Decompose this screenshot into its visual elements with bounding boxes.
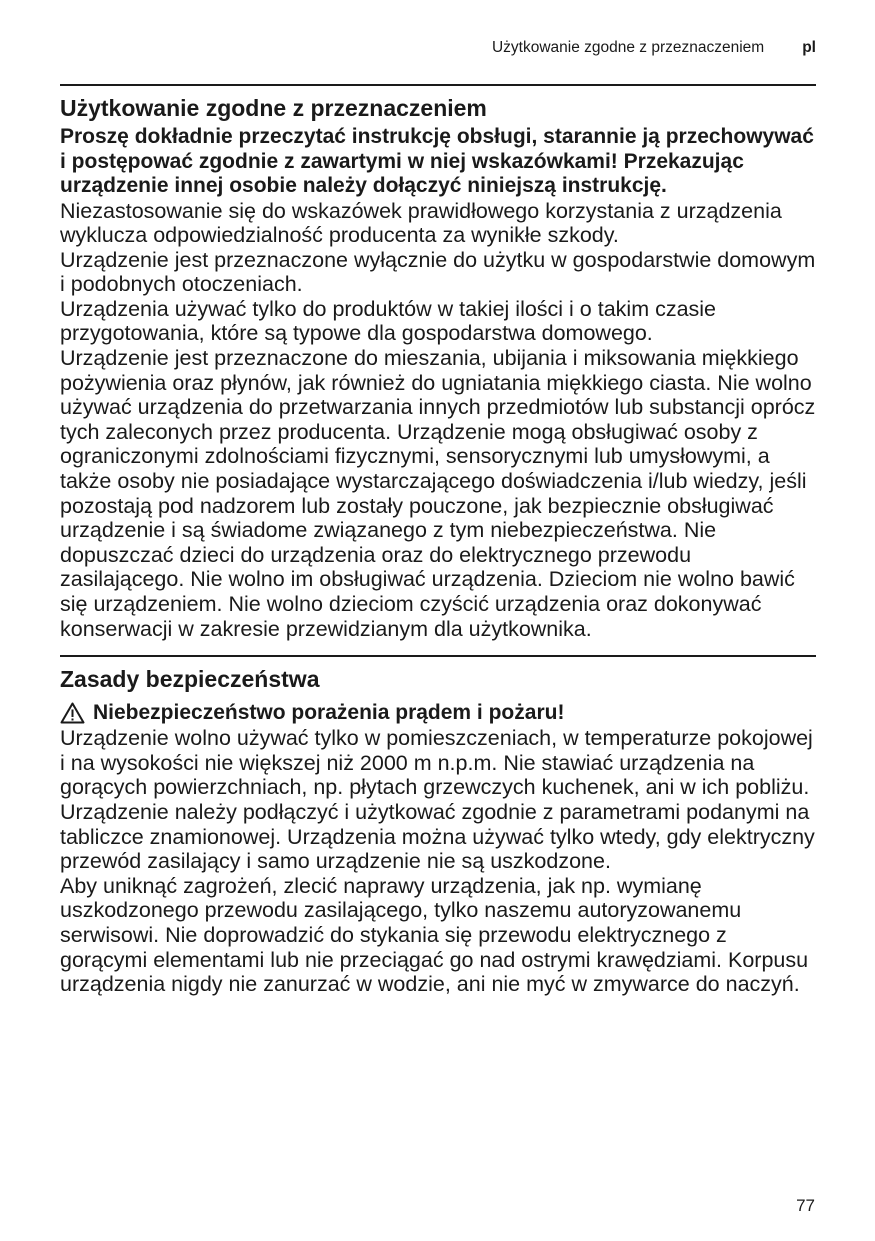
paragraph: Niezastosowanie się do wskazówek prawidłowego korzystania z urządzenia wyklucza odpowiedzialność producenta za wynikłe szkody. bbox=[60, 198, 782, 248]
section-divider bbox=[60, 655, 816, 657]
page-content bbox=[60, 84, 816, 997]
section-divider bbox=[60, 84, 816, 86]
running-title: Użytkowanie zgodne z przeznaczeniem bbox=[491, 39, 765, 56]
warning-text: Niebezpieczeństwo porażenia prądem i pożaru! bbox=[93, 701, 565, 725]
paragraph: Urządzenie wolno używać tylko w pomieszczeniach, w temperaturze pokojowej i na wysokości nie większej niż 2000 m n.p.m. Nie stawiać urządzenia na gorących powierzchniach, np. płytach grzewczych kuchenek, ani w ich pobliżu. bbox=[60, 726, 813, 800]
section-title: Zasady bezpieczeństwa bbox=[60, 666, 320, 693]
paragraph: Urządzenie należy podłączyć i użytkować zgodnie z parametrami podanymi na tabliczce znamionowej. Urządzenia można używać tylko wtedy, gdy elektryczny przewód zasilający i samo urządzenie nie są uszkodzone. bbox=[60, 799, 815, 874]
paragraph: Urządzenia używać tylko do produktów w takiej ilości i o takim czasie przygotowania, które są typowe dla gospodarstwa domowego. bbox=[60, 296, 717, 346]
paragraph: Urządzenie jest przeznaczone wyłącznie do użytku w gospodarstwie domowym i podobnych otoczeniach. bbox=[60, 247, 816, 297]
page-number: 77 bbox=[796, 1196, 815, 1215]
paragraph: Urządzenie jest przeznaczone do mieszania, ubijania i miksowania miękkiego pożywienia oraz płynów, jak również do ugniatania miękkiego ciasta. Nie wolno używać urządzenia do przetwarzania innych przedmiotów lub substancji oprócz tych zaleconych przez producenta. Urządzenie mogą obsługiwać osoby z ograniczonymi zdolnościami fizycznymi, sensorycznymi lub umysłowymi, a także osoby nie posiadające wystarczającego doświadczenia i/lub wiedzy, jeśli pozostają pod nadzorem lub zostały pouczone, jak bezpiecznie obsługiwać urządzenie i są świadome związanego z tym niebezpieczeństwa. Nie dopuszczać dzieci do urządzenia oraz do elektrycznego przewodu zasilającego. Nie wolno im obsługiwać urządzenia. Dzieciom nie wolno bawić się urządzeniem. Nie wolno dzieciom czyścić urządzenia oraz dokonywać konserwacji w zakresie przewidzianym dla użytkownika. bbox=[60, 346, 816, 641]
intro-paragraph: Proszę dokładnie przeczytać instrukcję obsługi, starannie ją przechowywać i postępować zgodnie z zawartymi w niej wskazówkami! Przekazując urządzenie innej osobie należy dołączyć niniejszą instrukcję. bbox=[60, 125, 814, 197]
running-header bbox=[492, 39, 816, 57]
section-safety-rules bbox=[60, 665, 816, 997]
paragraph: Aby uniknąć zagrożeń, zlecić naprawy urządzenia, jak np. wymianę uszkodzonego przewodu zasilającego, tylko naszemu autoryzowanemu serwisowi. Nie doprowadzić do stykania się przewodu elektrycznego z gorącymi elementami lub nie przeciągać go nad ostrymi krawędziami. Korpusu urządzenia nigdy nie zanurzać w wodzie, ani nie myć w zmywarce do naczyń. bbox=[60, 873, 809, 997]
language-code: pl bbox=[802, 39, 816, 56]
warning-heading bbox=[60, 700, 816, 726]
section-intended-use bbox=[60, 94, 816, 641]
section-title: Użytkowanie zgodne z przeznaczeniem bbox=[60, 95, 487, 121]
warning-triangle-icon bbox=[60, 702, 85, 724]
